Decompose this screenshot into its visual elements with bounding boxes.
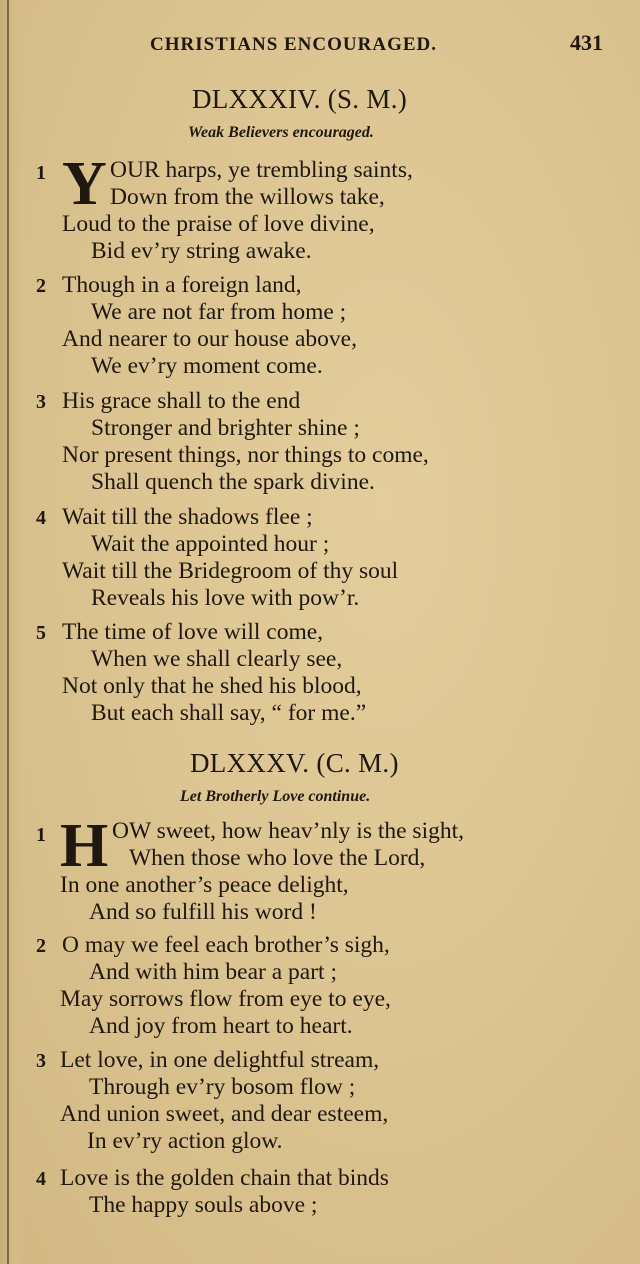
verse-line: Wait the appointed hour ; [91, 531, 330, 557]
verse-number: 1 [36, 162, 46, 184]
running-title: CHRISTIANS ENCOURAGED. [150, 34, 437, 55]
hymn-subtitle: Let Brotherly Love continue. [180, 788, 371, 805]
verse-number: 3 [36, 1050, 46, 1072]
verse-line: Stronger and brighter shine ; [91, 415, 360, 441]
page-number: 431 [570, 30, 603, 55]
verse-line: In one another’s peace delight, [60, 872, 349, 898]
page-edge-line [7, 0, 9, 1264]
verse-number: 4 [36, 1168, 46, 1190]
verse-line: In ev’ry action glow. [87, 1128, 283, 1154]
verse-line: Through ev’ry bosom flow ; [89, 1074, 356, 1100]
verse-number: 5 [36, 622, 46, 644]
verse-line: OUR harps, ye trembling saints, [110, 157, 413, 183]
hymn-subtitle: Weak Believers encouraged. [188, 124, 374, 141]
drop-cap: H [60, 812, 108, 880]
verse-line: Bid ev’ry string awake. [91, 238, 312, 264]
verse-line: Down from the willows take, [110, 184, 385, 210]
verse-line: We are not far from home ; [91, 299, 347, 325]
verse-line: Love is the golden chain that binds [60, 1165, 389, 1191]
verse-number: 2 [36, 275, 46, 297]
verse-line: Shall quench the spark divine. [91, 469, 375, 495]
verse-line: And joy from heart to heart. [89, 1013, 353, 1039]
verse-line: Loud to the praise of love divine, [62, 211, 375, 237]
verse-line: When those who love the Lord, [129, 845, 426, 871]
verse-line: And union sweet, and dear esteem, [60, 1101, 389, 1127]
hymn-number: DLXXXIV. (S. M.) [192, 84, 408, 114]
verse-line: But each shall say, “ for me.” [91, 700, 367, 726]
verse-line: Reveals his love with pow’r. [91, 585, 360, 611]
verse-number: 2 [36, 935, 46, 957]
verse-line: O may we feel each brother’s sigh, [62, 932, 390, 958]
verse-line: OW sweet, how heav’nly is the sight, [112, 818, 465, 844]
verse-line: The happy souls above ; [89, 1192, 318, 1218]
verse-number: 1 [36, 824, 46, 846]
verse-line: Nor present things, nor things to come, [62, 442, 429, 468]
verse-number: 3 [36, 391, 46, 413]
verse-line: The time of love will come, [62, 619, 324, 645]
verse-line: Wait till the Bridegroom of thy soul [62, 558, 399, 584]
verse-line: Not only that he shed his blood, [62, 673, 362, 699]
verse-line: Let love, in one delightful stream, [60, 1047, 380, 1073]
verse-line: Though in a foreign land, [62, 272, 302, 298]
verse-number: 4 [36, 507, 46, 529]
gutter-shadow [0, 0, 22, 1264]
verse-line: And with him bear a part ; [89, 959, 337, 985]
verse-line: May sorrows flow from eye to eye, [60, 986, 391, 1012]
drop-cap: Y [62, 150, 106, 218]
verse-line: And nearer to our house above, [62, 326, 357, 352]
verse-line: We ev’ry moment come. [91, 353, 323, 379]
verse-line: His grace shall to the end [62, 388, 301, 414]
hymn-number: DLXXXV. (C. M.) [190, 748, 399, 778]
verse-line: When we shall clearly see, [91, 646, 343, 672]
verse-line: Wait till the shadows flee ; [62, 504, 313, 530]
verse-line: And so fulfill his word ! [89, 899, 317, 925]
